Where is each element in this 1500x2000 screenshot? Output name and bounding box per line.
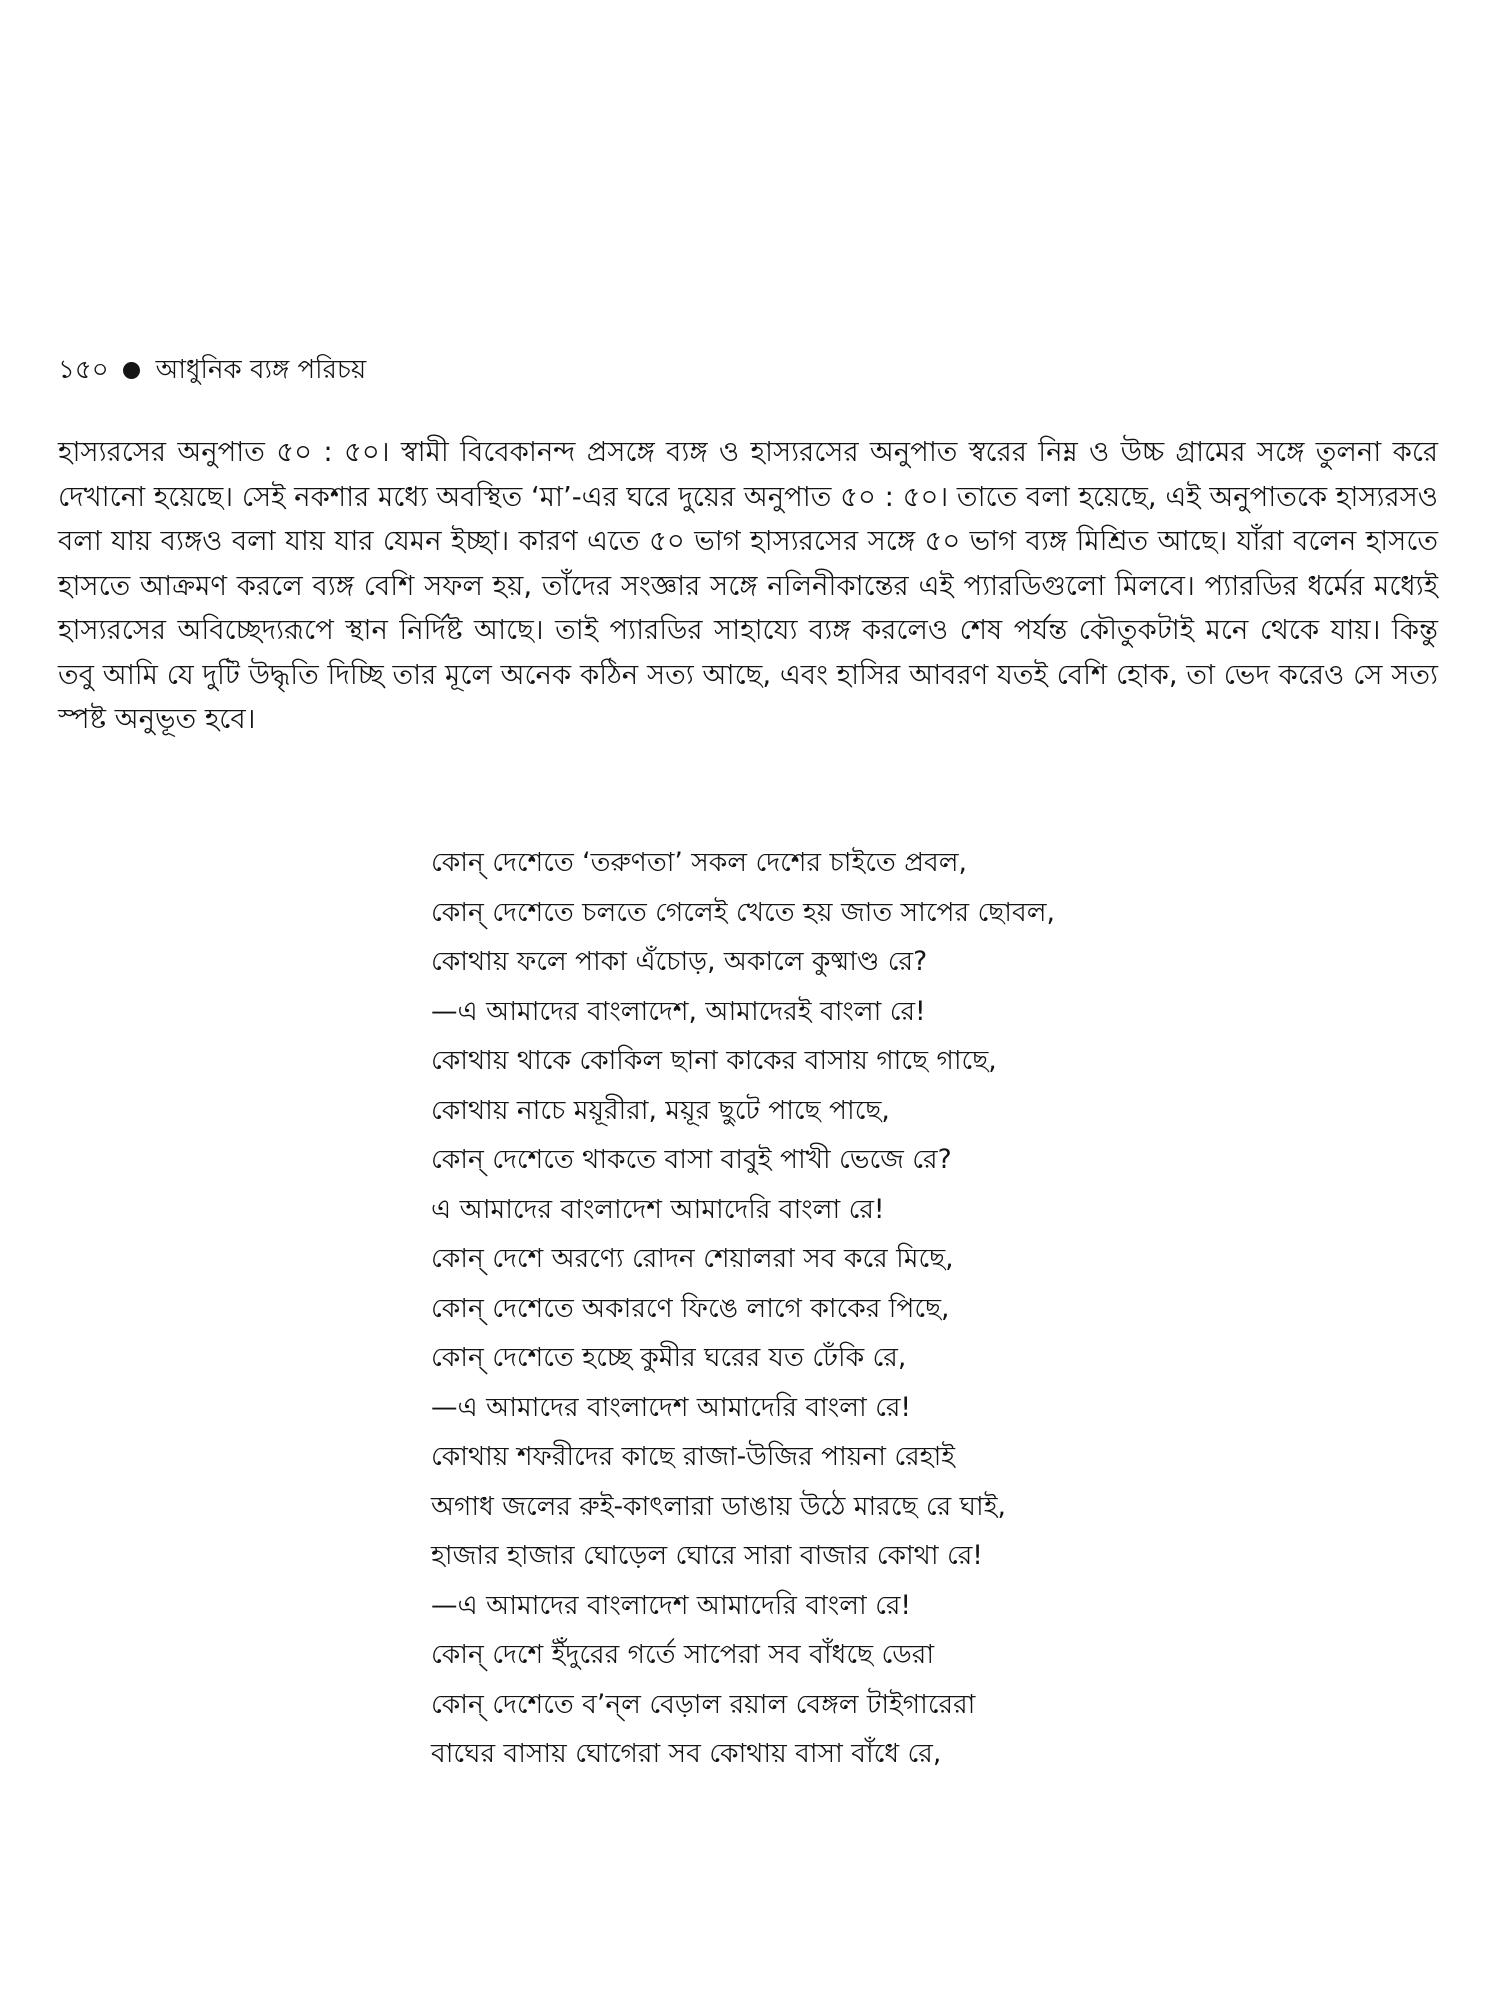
poem-line: কোথায় শফরীদের কাছে রাজা-উজির পায়না রেহাই: [431, 1441, 956, 1472]
poem-line: —এ আমাদের বাংলাদেশ আমাদেরি বাংলা রে!: [431, 1391, 912, 1423]
running-header: [58, 352, 366, 388]
body-paragraph: হাস্যরসের অনুপাত ৫০ : ৫০। স্বামী বিবেকানন্দ প্রসঙ্গে ব্যঙ্গ ও হাস্যরসের অনুপাত স্বরের নিম্ন ও উচ্চ গ্রামের সঙ্গে তুলনা করে দেখানো হয়েছে। সেই নকশার মধ্যে অবস্থিত ‘মা’-এর ঘরে দুয়ের অনুপাত ৫০ : ৫০। তাতে বলা হয়েছে, এই অনুপাতকে হাস্যরসও বলা যায় ব্যঙ্গও বলা যায় যার যেমন ইচ্ছা। কারণ এতে ৫০ ভাগ হাস্যরসের সঙ্গে ৫০ ভাগ ব্যঙ্গ মিশ্রিত আছে। যাঁরা বলেন হাসতে হাসতে আক্রমণ করলে ব্যঙ্গ বেশি সফল হয়, তাঁদের সংজ্ঞার সঙ্গে নলিনীকান্তের এই প্যারডিগুলো মিলবে। প্যারডির ধর্মের মধ্যেই হাস্যরসের অবিচ্ছেদ্যরূপে স্থান নির্দিষ্ট আছে। তাই প্যারডির সাহায্যে ব্যঙ্গ করলেও শেষ পর্যন্ত কৌতুকটাই মনে থেকে যায়। কিন্তু তবু আমি যে দুটি উদ্ধৃতি দিচ্ছি তার মূলে অনেক কঠিন সত্য আছে, এবং হাসির আবরণ যতই বেশি হোক, তা ভেদ করেও সে সত্য স্পষ্ট অনুভূত হবে।: [58, 436, 1438, 735]
running-title: আধুনিক ব্যঙ্গ পরিচয়: [155, 355, 367, 385]
poem-line: কোন্ দেশেতে হচ্ছে কুমীর ঘরের যত ঢেঁকি রে,: [431, 1342, 907, 1373]
poem-line: কোন্ দেশেতে চলতে গেলেই খেতে হয় জাত সাপের ছোবল,: [431, 896, 1055, 928]
poem-line: —এ আমাদের বাংলাদেশ আমাদেরি বাংলা রে!: [431, 1589, 912, 1621]
poem-line: কোন্ দেশেতে ‘তরুণতা’ সকল দেশের চাইতে প্রবল,: [431, 847, 967, 878]
poem-line: বাঘের বাসায় ঘোগেরা সব কোথায় বাসা বাঁধে রে,: [431, 1738, 942, 1769]
poem-line: এ আমাদের বাংলাদেশ আমাদেরি বাংলা রে!: [431, 1193, 885, 1225]
poem-line: কোথায় ফলে পাকা এঁচোড়, অকালে কুষ্মাণ্ড রে?: [431, 946, 928, 977]
poem-line: অগাধ জলের রুই-কাৎলারা ডাঙায় উঠে মারছে রে ঘাই,: [431, 1490, 1006, 1522]
bullet-separator-icon: [123, 362, 140, 379]
poem-line: কোন্ দেশেতে অকারণে ফিঙে লাগে কাকের পিছে,: [431, 1292, 950, 1324]
poem-line: কোন্ দেশেতে থাকতে বাসা বাবুই পাখী ভেজে রে?: [431, 1144, 952, 1175]
poem-line: কোন্ দেশে ইঁদুরের গর্তে সাপেরা সব বাঁধছে ডেরা: [431, 1639, 935, 1670]
poem-line: কোন্ দেশেতে ব’ন্‌ল বেড়াল রয়াল বেঙ্গল টাইগারেরা: [431, 1688, 976, 1720]
poem-quotation: [431, 838, 1431, 1779]
page-number: ১৫০: [58, 355, 109, 385]
poem-line: কোথায় নাচে ময়ূরীরা, ময়ূর ছুটে পাছে পাছে,: [431, 1094, 890, 1126]
poem-line: —এ আমাদের বাংলাদেশ, আমাদেরই বাংলা রে!: [431, 995, 926, 1027]
poem-line: কোথায় থাকে কোকিল ছানা কাকের বাসায় গাছে গাছে,: [431, 1045, 997, 1076]
poem-line: কোন্ দেশে অরণ্যে রোদন শেয়ালরা সব করে মিছে,: [431, 1243, 954, 1274]
poem-line: হাজার হাজার ঘোড়েল ঘোরে সারা বাজার কোথা রে!: [431, 1540, 983, 1571]
